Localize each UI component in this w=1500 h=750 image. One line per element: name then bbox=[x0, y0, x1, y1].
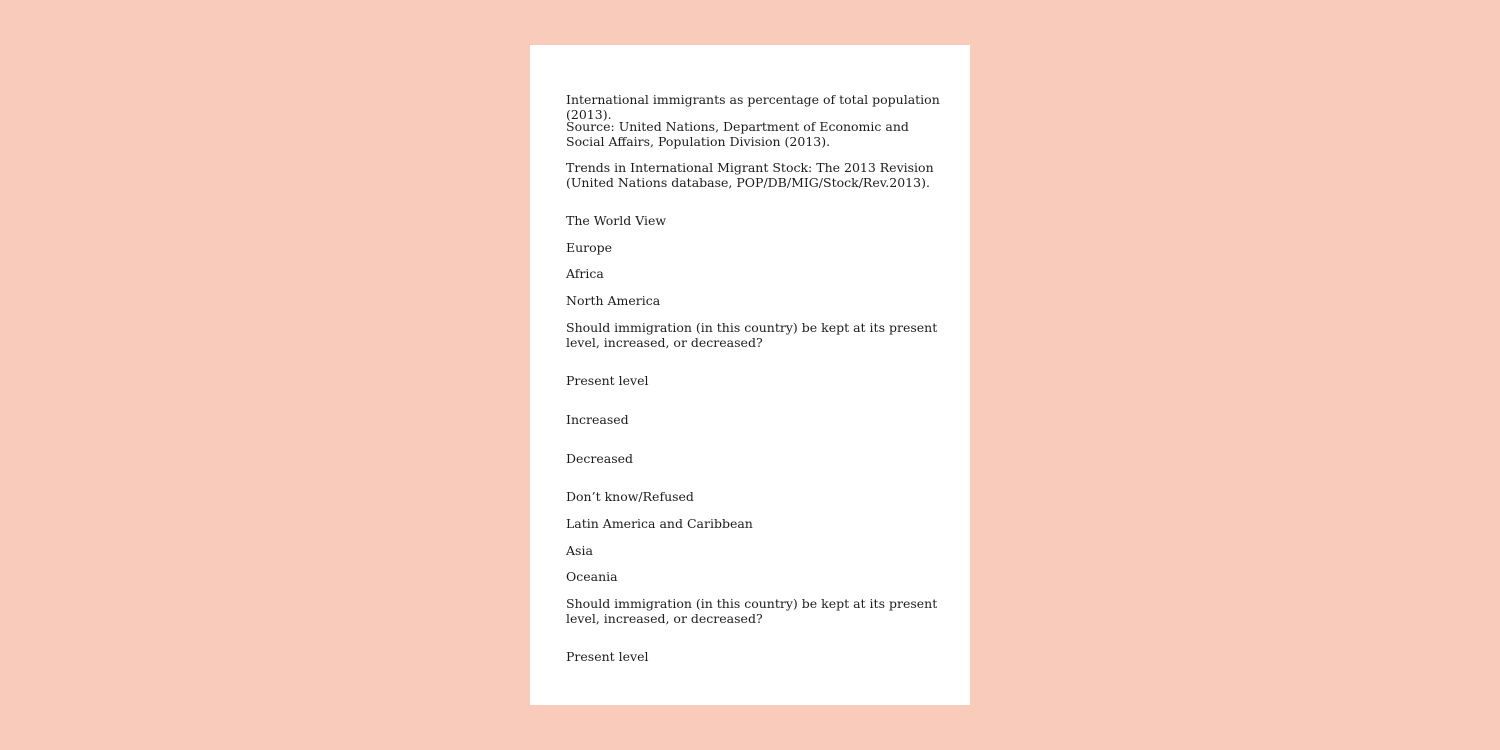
reference-text: Trends in International Migrant Stock: The 2013 Revision (United Nations database, POP/DB/MIG/Stock/Rev.2013). bbox=[566, 160, 934, 190]
item-europe: Europe bbox=[566, 240, 613, 255]
item-present-level-1: Present level bbox=[566, 373, 649, 388]
caption-text: International immigrants as percentage of total population (2013). bbox=[566, 92, 940, 122]
item-north-america: North America bbox=[566, 293, 661, 308]
item-africa: Africa bbox=[566, 266, 604, 281]
document-sheet bbox=[530, 45, 970, 705]
item-asia: Asia bbox=[566, 543, 593, 558]
item-question-2: Should immigration (in this country) be kept at its present level, increased, or decreased? bbox=[566, 596, 938, 626]
item-present-level-2: Present level bbox=[566, 649, 649, 664]
item-oceania: Oceania bbox=[566, 569, 618, 584]
item-increased: Increased bbox=[566, 412, 629, 427]
item-decreased: Decreased bbox=[566, 451, 634, 466]
item-world-view: The World View bbox=[566, 213, 667, 228]
item-latin-america: Latin America and Caribbean bbox=[566, 516, 753, 531]
source-text: Source: United Nations, Department of Economic and Social Affairs, Population Division (2013). bbox=[566, 119, 909, 149]
item-question-1: Should immigration (in this country) be kept at its present level, increased, or decreased? bbox=[566, 320, 938, 350]
item-dont-know: Don’t know/Refused bbox=[566, 489, 694, 504]
